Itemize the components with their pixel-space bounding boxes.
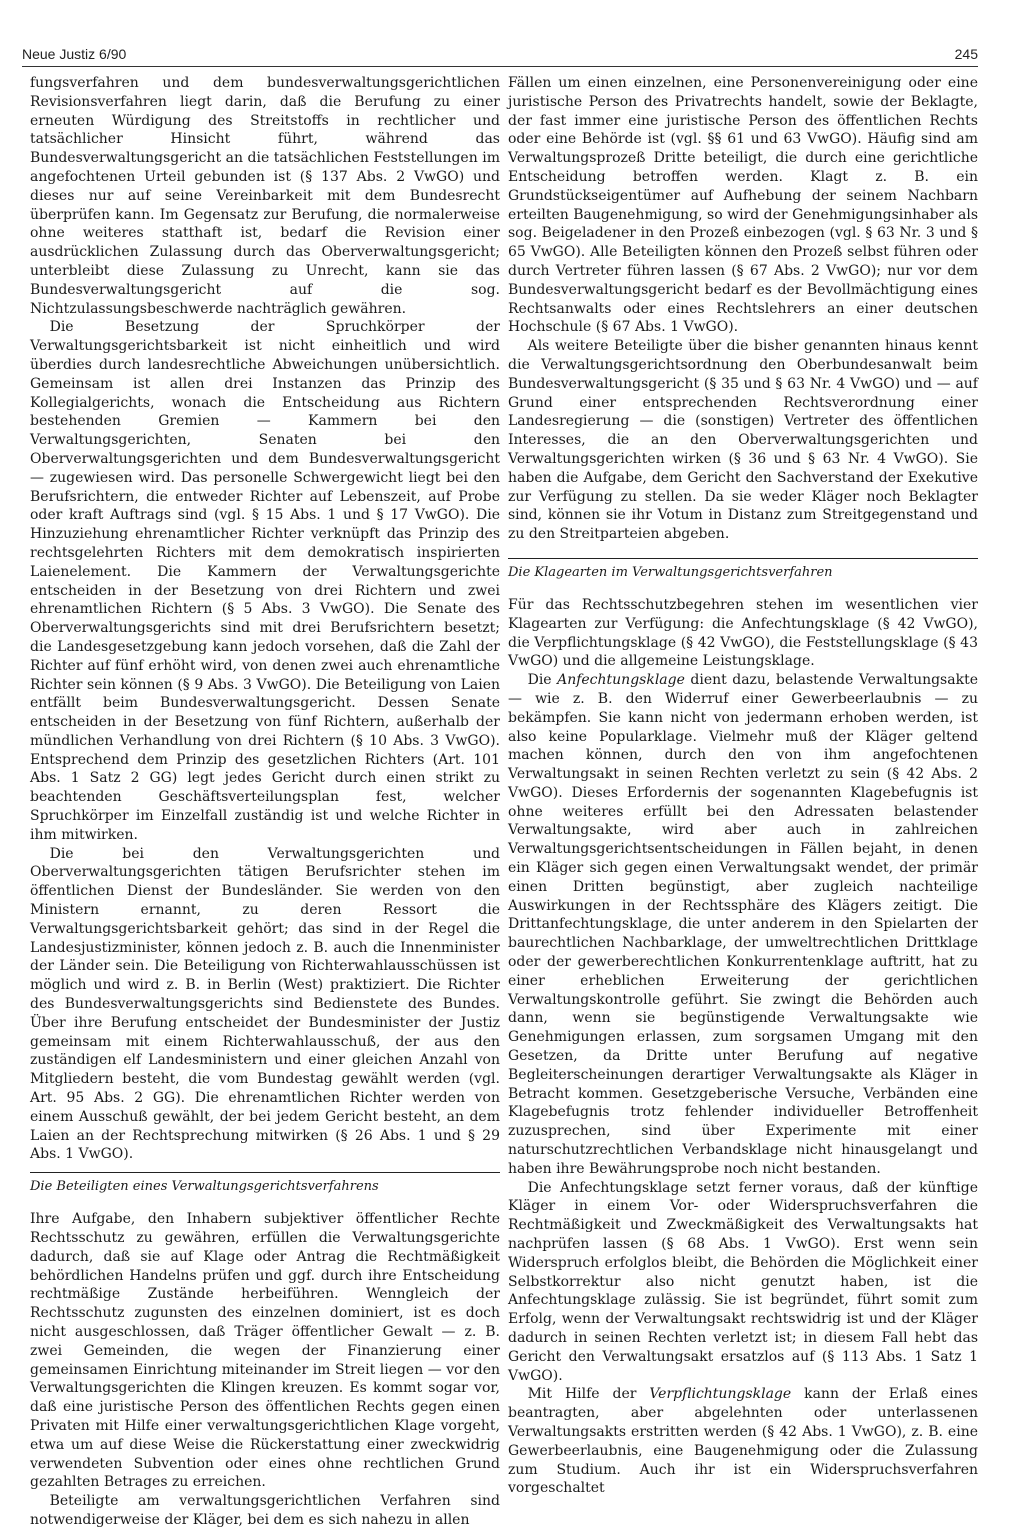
section-heading bbox=[508, 558, 978, 584]
paragraph: Die Besetzung der Spruchkörper der Verwaltungsgerichtsbarkeit ist nicht einheitlich und wird überdies durch landesrechtliche Abweichungen unübersichtlich. Gemeinsam ist allen drei Instanzen das Prinzip des Kollegialgerichts, wonach die Entscheidung aus Richtern bestehenden Gremien — Kammern bei den Verwaltungsgerichten, Senaten bei den Oberverwaltungsgerichten und dem Bundesverwaltungsgericht — zugewiesen wird. Das personelle Schwergewicht liegt bei den Berufsrichtern, die entweder Richter auf Lebenszeit, auf Probe oder kraft Auftrags sind (vgl. § 15 Abs. 1 und § 17 VwGO). Die Hinzuziehung ehrenamtlicher Richter verknüpft das Prinzip des rechtsgelehrten Richters mit dem demokratisch inspirierten Laienelement. Die Kammern der Verwaltungsgerichte entscheiden in der Besetzung von drei Richtern und zwei ehrenamtlichen Richtern (§ 5 Abs. 3 VwGO). Die Senate des Oberverwaltungsgerichts sind mit drei Berufsrichtern besetzt; die Landesgesetzgebung kann jedoch vorsehen, daß die Zahl der Richter auf fünf erhöht wird, von denen zwei auch ehrenamtliche Richter sein können (§ 9 Abs. 3 VwGO). Die Beteiligung von Laien entfällt beim Bundesverwaltungsgericht. Dessen Senate entscheiden in der Besetzung von fünf Richtern, außerhalb der mündlichen Verhandlung von drei Richtern (§ 10 Abs. 3 VwGO). Entsprechend dem Prinzip des gesetzlichen Richters (Art. 101 Abs. 1 Satz 2 GG) legt jedes Gericht durch einen strikt zu beachtenden Geschäftsverteilungsplan fest, welcher Spruchkörper im Einzelfall zuständig ist und welche Richter in ihm mitwirken. bbox=[30, 319, 500, 843]
section-heading-text: Die Beteiligten eines Verwaltungsgerichtsverfahrens bbox=[30, 1179, 379, 1195]
journal-title: Neue Justiz 6/90 bbox=[22, 46, 127, 62]
paragraph: Beteiligte am verwaltungsgerichtlichen Verfahren sind notwendigerweise der Kläger, bei dem es sich nahezu in allen bbox=[30, 1493, 500, 1528]
emphasized-term: Verpflichtungsklage bbox=[649, 1386, 792, 1403]
text-run: Mit Hilfe der bbox=[527, 1386, 650, 1403]
paragraph: Als weitere Beteiligte über die bisher genannten hinaus kennt die Verwaltungsgerichtsordnung den Oberbundesanwalt beim Bundesverwaltungsgericht (§ 35 und § 63 Nr. 4 VwGO) und — auf Grund einer entsprechenden Rechtsverordnung einer Landesregierung — die (sonstigen) Vertreter des öffentlichen Interesses, die an den Oberverwaltungsgerichten und Verwaltungsgerichten wirken (§ 36 und § 63 Nr. 4 VwGO). Sie haben die Aufgabe, dem Gericht den Sachverstand der Exekutive zur Verfügung zu stellen. Da sie weder Kläger noch Beklagter sind, können sie ihr Votum in Distanz zum Streitgegenstand und zu den Streitparteien abgeben. bbox=[508, 338, 978, 543]
emphasized-term: Anfechtungsklage bbox=[557, 672, 685, 689]
text-run: dient dazu, belastende Verwaltungsakte — wie z. B. den Widerruf einer Gewerbeerlaubnis — zu bekämpfen. Sie kann nicht von jedermann erhoben werden, ist also keine Popularklage. Vielmehr muß der Kläger geltend machen können, durch den von ihm angefochtenen Verwaltungsakt in seinen Rechten verletzt zu sein (§ 42 Abs. 2 VwGO). Dieses Erfordernis der sogenannten Klagebefugnis ist ohne weiteres erfüllt bei den Adressaten belastender Verwaltungsakte, wird aber auch in zahlreichen Verwaltungsgerichtsentscheidungen in Fällen bejaht, in denen ein Kläger sich gegen einen Verwaltungsakt wendet, der primär einen Dritten begünstigt, aber zugleich nachteilige Auswirkungen in der Rechtssphäre des Klägers zeitigt. Die Drittanfechtungsklage, die unter anderem in den Spielarten der baurechtlichen Nachbarklage, der umweltrechtlichen Drittklage oder der gewerberechtlichen Konkurrentenklage auftritt, hat zu einer erheblichen Erweiterung der gerichtlichen Verwaltungskontrolle geführt. Sie zwingt die Behörden auch dann, wenn sie begünstigende Verwaltungsakte wie Genehmigungen erlassen, zum sorgsamen Umgang mit den Gesetzen, da Dritte unter Berufung auf negative Begleiterscheinungen derartiger Verwaltungsakte als Kläger in Betracht kommen. Gesetzgeberische Versuche, Verbänden eine Klagebefugnis trotz fehlender individueller Betroffenheit zuzusprechen, sind über Experimente mit einer naturschutzrechtlichen Verbandsklage nicht hinausgelangt und haben ihre Bewährungsprobe noch nicht bestanden. bbox=[508, 672, 978, 1177]
running-head bbox=[22, 46, 978, 68]
paragraph bbox=[508, 1385, 978, 1498]
paragraph: Die bei den Verwaltungsgerichten und Oberverwaltungsgerichten tätigen Berufsrichter stehen im öffentlichen Dienst der Bundesländer. Sie werden von den Ministern ernannt, zu deren Ressort die Verwaltungsgerichtsbarkeit gehört; das sind in der Regel die Landesjustizminister, können jedoch z. B. auch die Innenminister der Länder sein. Die Beteiligung von Richterwahlausschüssen ist möglich und wird z. B. in Berlin (West) praktiziert. Die Richter des Bundesverwaltungsgerichts sind Bedienstete des Bundes. Über ihre Berufung entscheidet der Bundesminister der Justiz gemeinsam mit einem Richterwahlausschuß, der aus den zuständigen elf Landesministern und einer gleichen Anzahl von Mitgliedern besteht, die vom Bundestag gewählt werden (vgl. Art. 95 Abs. 2 GG). Die ehrenamtlichen Richter werden von einem Ausschuß gewählt, der bei jedem Gericht besteht, an dem Laien an der Rechtsprechung mitwirken (§ 26 Abs. 1 und § 29 Abs. 1 VwGO). bbox=[30, 845, 500, 1163]
header-rule bbox=[22, 66, 978, 67]
section-heading-text: Die Klagearten im Verwaltungsgerichtsverfahren bbox=[508, 564, 833, 580]
left-column bbox=[30, 74, 500, 1530]
page-number: 245 bbox=[954, 46, 978, 62]
paragraph: fungsverfahren und dem bundesverwaltungsgerichtlichen Revisionsverfahren liegt darin, daß die Berufung zu einer erneuten Würdigung des Streitstoffs in rechtlicher und tatsächlicher Hinsicht führt, während das Bundesverwaltungsgericht an die tatsächlichen Feststellungen im angefochtenen Urteil gebunden ist (§ 137 Abs. 2 VwGO) und dieses nur auf seine Vereinbarkeit mit dem Bundesrecht überprüfen kann. Im Gegensatz zur Berufung, die normalerweise ohne weiteres statthaft ist, bedarf die Revision einer ausdrücklichen Zulassung durch das Oberverwaltungsgericht; unterbleibt diese Zulassung zu Unrecht, kann sie das Bundesverwaltungsgericht auf die sog. Nichtzulassungsbeschwerde nachträglich gewähren. bbox=[30, 75, 500, 317]
text-run: Die bbox=[527, 672, 558, 689]
paragraph: Die Anfechtungsklage setzt ferner voraus, daß der künftige Kläger in einem Vor- oder Widerspruchsverfahren die Rechtmäßigkeit und Zweckmäßigkeit des Verwaltungsakts hat nachprüfen lassen (§ 68 Abs. 1 VwGO). Erst wenn sein Widerspruch erfolglos bleibt, die Behörden die Möglichkeit einer Selbstkorrektur also nicht genutzt haben, ist die Anfechtungsklage zulässig. Sie ist begründet, führt somit zum Erfolg, wenn der Verwaltungsakt rechtswidrig ist und der Kläger dadurch in seinen Rechten verletzt ist; in diesem Fall hebt das Gericht den Verwaltungsakt ersatzlos auf (§ 113 Abs. 1 Satz 1 VwGO). bbox=[508, 1179, 978, 1384]
section-heading bbox=[30, 1172, 500, 1198]
paragraph: Für das Rechtsschutzbegehren stehen im wesentlichen vier Klagearten zur Verfügung: die Anfechtungsklage (§ 42 VwGO), die Verpflichtungsklage (§ 42 VwGO), die Feststellungsklage (§ 43 VwGO) und die allgemeine Leistungsklage. bbox=[508, 596, 978, 670]
paragraph bbox=[508, 671, 978, 1179]
spacer bbox=[508, 544, 978, 550]
text-run: kann der Erlaß eines beantragten, aber abgelehnten oder unterlassenen Verwaltungsakts erstritten werden (§ 42 Abs. 1 VwGO), z. B. eine Gewerbeerlaubnis, eine Baugenehmigung oder die Zulassung zum Studium. Auch ihr ist ein Widerspruchsverfahren vorgeschaltet bbox=[508, 1386, 978, 1497]
paragraph: Ihre Aufgabe, den Inhabern subjektiver öffentlicher Rechte Rechtsschutz zu gewähren, erfüllen die Verwaltungsgerichte dadurch, daß sie auf Klage oder Antrag die Rechtmäßigkeit behördlichen Handelns prüfen und ggf. durch ihre Entscheidung rechtmäßige Zustände herbeiführen. Wenngleich der Rechtsschutz zugunsten des einzelnen dominiert, ist es doch nicht ausgeschlossen, daß Träger öffentlicher Gewalt — z. B. zwei Gemeinden, die wegen der Finanzierung einer gemeinsamen Einrichtung miteinander im Streit liegen — vor den Verwaltungsgerichten die Klingen kreuzen. Es kommt sogar vor, daß eine juristische Person des öffentlichen Rechts gegen einen Privaten mit Hilfe einer verwaltungsgerichtlichen Klage vorgeht, etwa um auf diese Weise die Rückerstattung einer zweckwidrig verwendeten Subvention oder eines ohne rechtlichen Grund gezahlten Betrages zu erreichen. bbox=[30, 1211, 500, 1491]
paragraph: Fällen um einen einzelnen, eine Personenvereinigung oder eine juristische Person des Privatrechts handelt, sowie der Beklagte, der fast immer eine juristische Person des öffentlichen Rechts oder eine Behörde ist (vgl. §§ 61 und 63 VwGO). Häufig sind am Verwaltungsprozeß Dritte beteiligt, die durch eine gerichtliche Entscheidung betroffen werden. Klagt z. B. ein Grundstückseigentümer auf Aufhebung der seinem Nachbarn erteilten Baugenehmigung, so wird der Genehmigungsinhaber als sog. Beigeladener in den Prozeß einbezogen (vgl. § 63 Nr. 3 und § 65 VwGO). Alle Beteiligten können den Prozeß selbst führen oder durch Vertreter führen lassen (§ 67 Abs. 2 VwGO); nur vor dem Bundesverwaltungsgericht bedarf es der Bevollmächtigung eines Rechtsanwalts oder eines Rechtslehrers an einer deutschen Hochschule (§ 67 Abs. 1 VwGO). bbox=[508, 75, 979, 336]
right-column bbox=[508, 74, 978, 1498]
